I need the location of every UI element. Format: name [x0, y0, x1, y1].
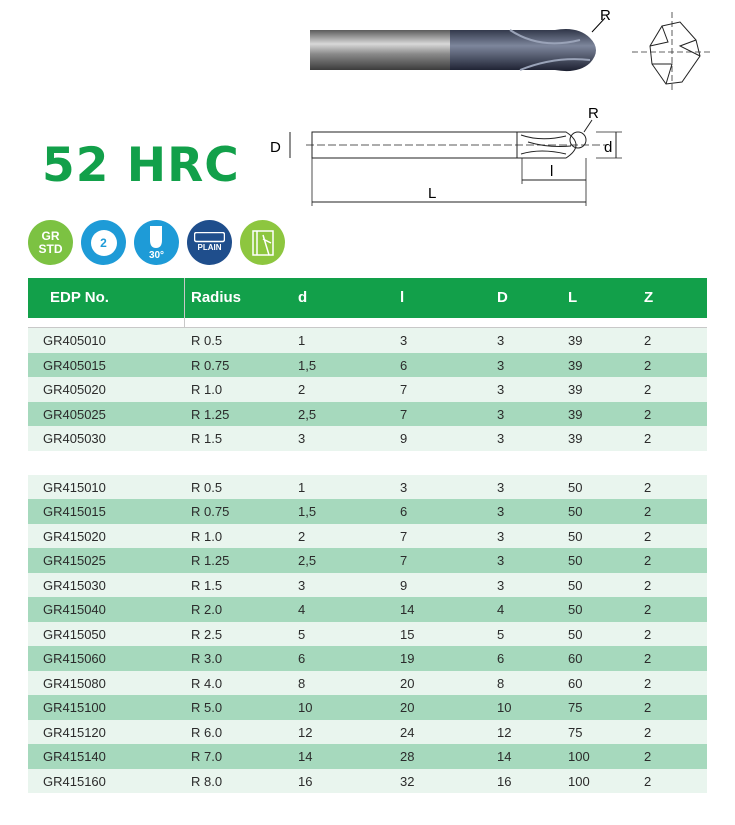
table-group — [28, 328, 707, 451]
cell-d: 2,5 — [298, 406, 317, 422]
cell-Z: 2 — [644, 406, 652, 422]
table-row — [28, 769, 707, 794]
cell-D: 6 — [497, 651, 505, 666]
cell-Z: 2 — [644, 675, 652, 691]
cell-radius: R 8.0 — [191, 773, 223, 789]
cell-D: 3 — [497, 504, 505, 519]
cell-edp-no: GR415080 — [43, 675, 106, 691]
cell-D: 14 — [497, 749, 512, 764]
cell-D: 3 — [497, 382, 505, 397]
cell-D: 3 — [497, 406, 505, 422]
end-profile-view — [632, 12, 712, 92]
cell-d: 10 — [298, 700, 313, 715]
cell-D: 8 — [497, 675, 505, 691]
header-L: L — [568, 289, 578, 306]
header-separator — [28, 318, 707, 328]
cell-Z: 2 — [644, 651, 652, 666]
cell-Z: 2 — [644, 553, 652, 568]
cell-D: 10 — [497, 700, 512, 715]
cell-L: 50 — [568, 504, 583, 519]
cell-radius: R 5.0 — [191, 700, 223, 715]
cell-d: 8 — [298, 675, 306, 691]
cell-radius: R 1.5 — [191, 577, 223, 593]
cell-Z: 2 — [644, 504, 652, 519]
cell-radius: R 0.5 — [191, 333, 223, 348]
cell-l: 20 — [400, 700, 415, 715]
cell-radius: R 1.0 — [191, 382, 223, 397]
cell-l: 24 — [400, 724, 415, 740]
cell-L: 50 — [568, 553, 583, 568]
hardness-title: 52 HRC — [42, 138, 240, 193]
header-divider — [184, 278, 185, 328]
cell-edp-no: GR415015 — [43, 504, 106, 519]
cell-radius: R 1.0 — [191, 528, 223, 544]
cell-edp-no: GR405020 — [43, 382, 106, 397]
cell-D: 3 — [497, 577, 505, 593]
gr-std-line1: GR — [41, 228, 60, 243]
ball-tool-icon — [146, 226, 166, 250]
plain-shank-label: PLAIN — [197, 243, 222, 252]
cell-edp-no: GR415120 — [43, 724, 106, 740]
cell-L: 100 — [568, 773, 590, 789]
cell-edp-no: GR415040 — [43, 602, 106, 617]
table-row — [28, 377, 707, 402]
cell-L: 50 — [568, 626, 583, 642]
cell-L: 50 — [568, 528, 583, 544]
table-row — [28, 475, 707, 500]
cell-edp-no: GR415050 — [43, 626, 106, 642]
cell-radius: R 1.5 — [191, 431, 223, 446]
flute-count-value: 2 — [91, 230, 117, 256]
gr-std-icon — [28, 220, 73, 265]
cell-radius: R 3.0 — [191, 651, 223, 666]
cell-radius: R 1.25 — [191, 406, 230, 422]
cell-d: 4 — [298, 602, 306, 617]
table-row — [28, 426, 707, 451]
group-spacer — [28, 451, 707, 475]
cell-L: 75 — [568, 700, 583, 715]
cell-Z: 2 — [644, 333, 652, 348]
dimension-drawing — [266, 102, 636, 214]
cell-d: 2 — [298, 528, 306, 544]
cell-d: 1 — [298, 333, 306, 348]
cell-d: 3 — [298, 431, 306, 446]
dim-D-label: D — [270, 139, 281, 156]
cell-D: 3 — [497, 431, 505, 446]
table-row — [28, 744, 707, 769]
cell-D: 4 — [497, 602, 505, 617]
cell-l: 6 — [400, 357, 408, 373]
photo-radius-label: R — [600, 8, 611, 24]
helix-angle-icon — [134, 220, 179, 265]
table-row — [28, 597, 707, 622]
cell-radius: R 0.75 — [191, 504, 230, 519]
cell-edp-no: GR405015 — [43, 357, 106, 373]
table-body — [28, 328, 707, 793]
cell-Z: 2 — [644, 528, 652, 544]
table-row — [28, 646, 707, 671]
cell-l: 15 — [400, 626, 415, 642]
cell-d: 16 — [298, 773, 313, 789]
table-row — [28, 573, 707, 598]
table-row — [28, 671, 707, 696]
cell-l: 20 — [400, 675, 415, 691]
header-l: l — [400, 289, 405, 306]
cell-l: 7 — [400, 528, 408, 544]
dim-d-label: d — [604, 139, 613, 156]
cell-d: 2,5 — [298, 553, 317, 568]
table-row — [28, 353, 707, 378]
feature-icons — [28, 220, 285, 265]
cell-radius: R 0.75 — [191, 357, 230, 373]
cell-l: 32 — [400, 773, 415, 789]
cell-edp-no: GR415010 — [43, 479, 106, 495]
cell-L: 60 — [568, 651, 583, 666]
cell-edp-no: GR415100 — [43, 700, 106, 715]
cell-d: 5 — [298, 626, 306, 642]
header-edp-no: EDP No. — [50, 289, 109, 306]
cell-Z: 2 — [644, 602, 652, 617]
cell-d: 6 — [298, 651, 306, 666]
cell-d: 2 — [298, 382, 306, 397]
cell-L: 39 — [568, 382, 583, 397]
table-row — [28, 328, 707, 353]
table-group — [28, 475, 707, 794]
tool-type-icon — [240, 220, 285, 265]
header-radius: Radius — [191, 289, 242, 306]
table-row — [28, 548, 707, 573]
cell-radius: R 6.0 — [191, 724, 223, 740]
cell-Z: 2 — [644, 700, 652, 715]
cell-edp-no: GR415030 — [43, 577, 106, 593]
cell-L: 100 — [568, 749, 590, 764]
cell-radius: R 2.5 — [191, 626, 223, 642]
cell-l: 7 — [400, 406, 408, 422]
cell-radius: R 2.0 — [191, 602, 223, 617]
cell-d: 1,5 — [298, 504, 317, 519]
cell-d: 1,5 — [298, 357, 317, 373]
cell-edp-no: GR405010 — [43, 333, 106, 348]
flute-profile-icon — [251, 229, 275, 257]
cell-Z: 2 — [644, 577, 652, 593]
cell-D: 3 — [497, 553, 505, 568]
cell-L: 39 — [568, 333, 583, 348]
cell-Z: 2 — [644, 749, 652, 764]
cell-l: 28 — [400, 749, 415, 764]
dim-R-label: R — [588, 105, 599, 122]
cell-L: 60 — [568, 675, 583, 691]
cell-edp-no: GR405030 — [43, 431, 106, 446]
cell-Z: 2 — [644, 357, 652, 373]
product-table — [28, 278, 707, 793]
cell-d: 12 — [298, 724, 313, 740]
header-Z: Z — [644, 289, 654, 306]
cell-edp-no: GR415160 — [43, 773, 106, 789]
helix-angle-label: 30° — [148, 250, 165, 261]
cell-radius: R 1.25 — [191, 553, 230, 568]
cell-L: 39 — [568, 406, 583, 422]
cell-radius: R 0.5 — [191, 479, 223, 495]
cell-L: 50 — [568, 602, 583, 617]
cell-Z: 2 — [644, 431, 652, 446]
cell-L: 50 — [568, 577, 583, 593]
table-row — [28, 499, 707, 524]
cell-edp-no: GR405025 — [43, 406, 106, 422]
cell-edp-no: GR415025 — [43, 553, 106, 568]
cell-D: 3 — [497, 333, 505, 348]
gr-std-line2: STD — [38, 241, 63, 256]
cell-l: 3 — [400, 333, 408, 348]
cell-l: 19 — [400, 651, 415, 666]
cell-edp-no: GR415140 — [43, 749, 106, 764]
cell-L: 39 — [568, 431, 583, 446]
cell-L: 50 — [568, 479, 583, 495]
flute-count-icon — [81, 220, 126, 265]
plain-shank-icon — [187, 220, 232, 265]
cell-L: 39 — [568, 357, 583, 373]
cell-Z: 2 — [644, 773, 652, 789]
cell-D: 3 — [497, 479, 505, 495]
cell-l: 9 — [400, 577, 408, 593]
cell-Z: 2 — [644, 479, 652, 495]
table-row — [28, 720, 707, 745]
cell-Z: 2 — [644, 382, 652, 397]
cell-D: 5 — [497, 626, 505, 642]
table-row — [28, 622, 707, 647]
header-d: d — [298, 289, 308, 306]
cell-edp-no: GR415060 — [43, 651, 106, 666]
cell-radius: R 7.0 — [191, 749, 223, 764]
table-row — [28, 402, 707, 427]
dim-l-label: l — [550, 163, 554, 180]
cell-d: 1 — [298, 479, 306, 495]
cell-l: 3 — [400, 479, 408, 495]
cell-Z: 2 — [644, 626, 652, 642]
cell-D: 16 — [497, 773, 512, 789]
cell-L: 75 — [568, 724, 583, 740]
cell-l: 14 — [400, 602, 415, 617]
table-row — [28, 524, 707, 549]
cell-l: 6 — [400, 504, 408, 519]
cell-l: 9 — [400, 431, 408, 446]
table-row — [28, 695, 707, 720]
cell-d: 14 — [298, 749, 313, 764]
end-mill-photo — [310, 8, 620, 93]
cell-l: 7 — [400, 553, 408, 568]
cell-edp-no: GR415020 — [43, 528, 106, 544]
dim-L-label: L — [428, 185, 437, 202]
cell-radius: R 4.0 — [191, 675, 223, 691]
cell-D: 12 — [497, 724, 512, 740]
table-header — [28, 278, 707, 318]
header-D: D — [497, 289, 508, 306]
cell-Z: 2 — [644, 724, 652, 740]
cell-D: 3 — [497, 528, 505, 544]
cell-d: 3 — [298, 577, 306, 593]
cell-l: 7 — [400, 382, 408, 397]
cell-D: 3 — [497, 357, 505, 373]
